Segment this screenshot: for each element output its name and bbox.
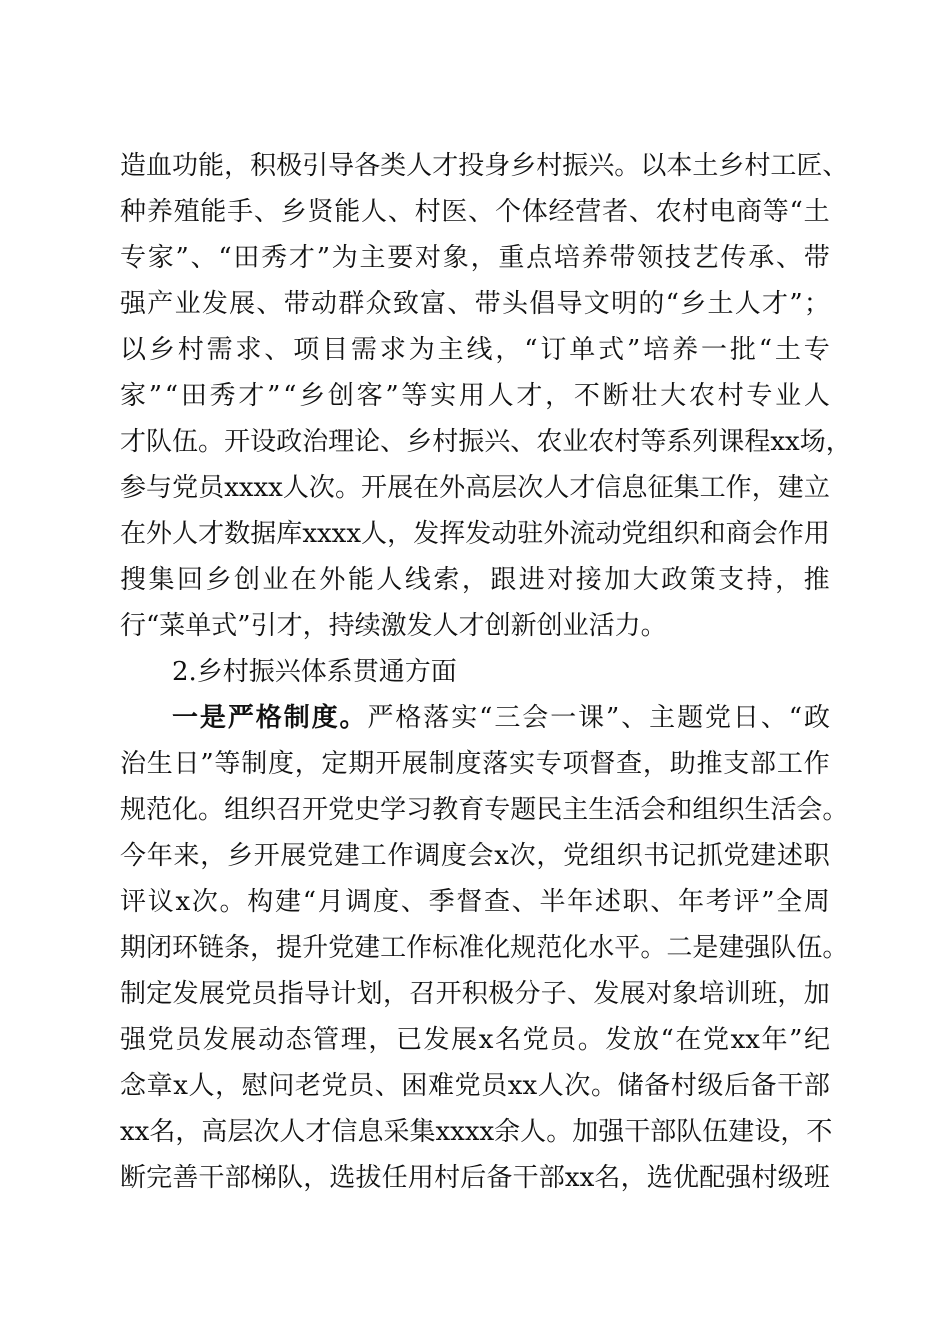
text-line: 搜 集 回 乡 创 业 在 外 能 人 线 索 ， 跟 进 对 接 加 大 政 策 支 持 ， 推 <box>120 565 830 595</box>
text-line: 制 定 发 展 党 员 指 导 计 划 ， 召 开 积 极 分 子 、 发 展 对 象 培 训 班 ， 加 <box>120 979 830 1009</box>
text-line: 治 生 日 ” 等 制 度 ， 定 期 开 展 制 度 落 实 专 项 督 查 ， 助 推 支 部 工 作 <box>120 749 830 779</box>
text-line: 造 血 功 能 ， 积 极 引 导 各 类 人 才 投 身 乡 村 振 兴 。 以 本 土 乡 村 工 匠 、 <box>120 151 849 181</box>
text-line: 在 外 人 才 数 据 库 xxxx 人 ， 发 挥 发 动 驻 外 流 动 党 组 织 和 商 会 作 用 <box>120 519 830 549</box>
text-line: 念 章 x 人 ， 慰 问 老 党 员 、 困 难 党 员 xx 人 次 。 储 备 村 级 后 备 干 部 <box>120 1071 830 1101</box>
section-heading: 2.乡村振兴体系贯通方面 <box>172 657 457 687</box>
text-line: 断 完 善 干 部 梯 队 ， 选 拔 任 用 村 后 备 干 部 xx 名 ， 选 优 配 强 村 级 班 <box>120 1163 830 1193</box>
text-line: 强 党 员 发 展 动 态 管 理 ， 已 发 展 x 名 党 员 。 发 放 “ 在 党 xx 年 ” 纪 <box>120 1025 830 1055</box>
text-line: 规 范 化 。 组 织 召 开 党 史 学 习 教 育 专 题 民 主 生 活 会 和 组 织 生 活 会 。 <box>120 795 849 825</box>
text-line: 参 与 党 员 xxxx 人 次 。 开 展 在 外 高 层 次 人 才 信 息 征 集 工 作 ， 建 立 <box>120 473 830 503</box>
text-line: 强 产 业 发 展 、 带 动 群 众 致 富 、 带 头 倡 导 文 明 的 “ 乡 土 人 才 ” ； <box>120 289 830 319</box>
text-line: 才 队 伍 。 开 设 政 治 理 论 、 乡 村 振 兴 、 农 业 农 村 等 系 列 课 程 xx 场 ， <box>120 427 852 457</box>
text-line: 期 闭 环 链 条 ， 提 升 党 建 工 作 标 准 化 规 范 化 水 平 。 二 是 建 强 队 伍 。 <box>120 933 849 963</box>
text-line: 种 养 殖 能 手 、 乡 贤 能 人 、 村 医 、 个 体 经 营 者 、 农 村 电 商 等 “ 土 <box>120 197 830 227</box>
text-line: 家 ” “ 田 秀 才 ” “ 乡 创 客 ” 等 实 用 人 才 ， 不 断 壮 大 农 村 专 业 人 <box>120 381 830 411</box>
text-line: 以 乡 村 需 求 、 项 目 需 求 为 主 线 ， “ 订 单 式 ” 培 养 一 批 “ 土 专 <box>120 335 830 365</box>
text-line: 行“菜单式”引才，持续激发人才创新创业活力。 <box>120 611 667 641</box>
text-line: xx 名 ， 高 层 次 人 才 信 息 采 集 xxxx 余 人 。 加 强 干 部 队 伍 建 设 ， 不 <box>120 1117 833 1147</box>
text-line-lead: 一 是 严 格 制 度 。 严 格 落 实 “ 三 会 一 课 ” 、 主 题 党 日 、 “ 政 <box>172 703 830 733</box>
text-line: 评 议 x 次 。 构 建 “ 月 调 度 、 季 督 查 、 半 年 述 职 、 年 考 评 ” 全 周 <box>120 887 830 917</box>
text-line: 今 年 来 ， 乡 开 展 党 建 工 作 调 度 会 x 次 ， 党 组 织 书 记 抓 党 建 述 职 <box>120 841 830 871</box>
text-line: 专 家 ” 、 “ 田 秀 才 ” 为 主 要 对 象 ， 重 点 培 养 带 领 技 艺 传 承 、 带 <box>120 243 830 273</box>
document-body <box>120 143 852 1201</box>
